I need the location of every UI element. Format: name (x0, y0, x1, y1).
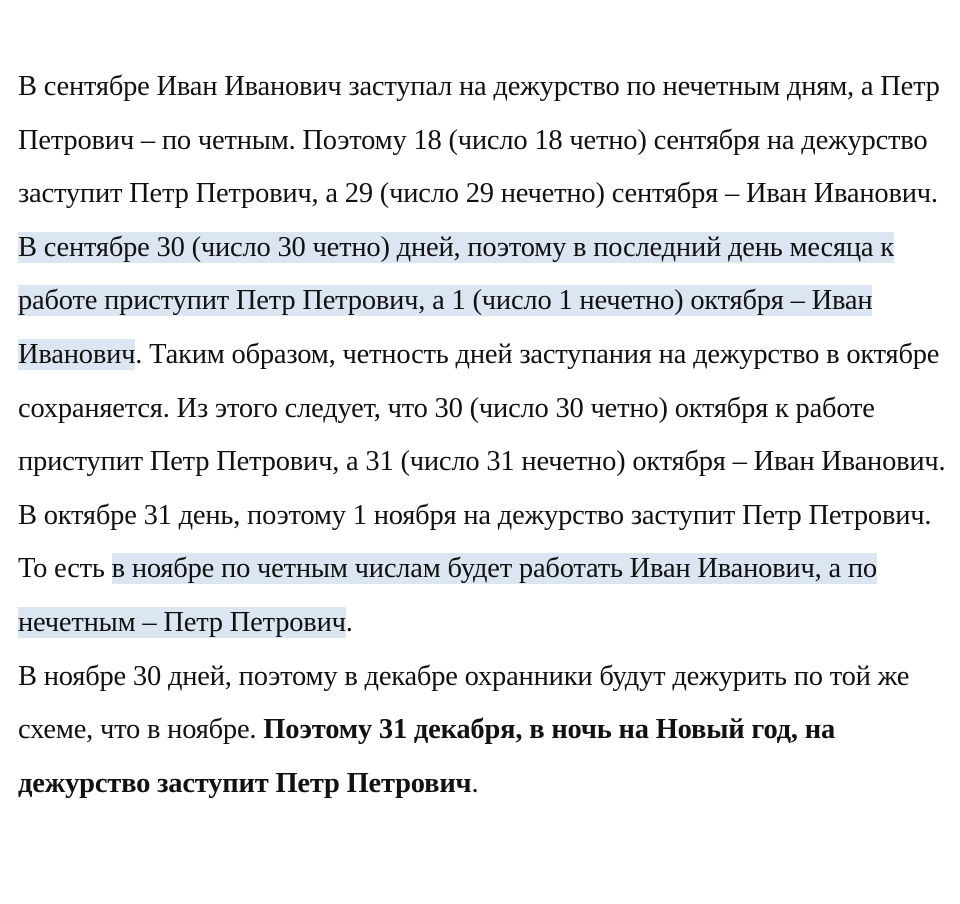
text-segment: . (345, 606, 353, 638)
highlighted-text-segment: В сентябре 30 (число 30 четно) дней, поэтому в последний день месяца к работе приступит Петр Петрович, а 1 (число 1 нечетно) октября – Иван Иванович (18, 231, 894, 370)
paragraph-4 (18, 650, 948, 811)
bold-conclusion-text: Поэтому 31 декабря, в ночь на Новый год, на дежурство заступит Петр Петрович (18, 714, 836, 799)
text-segment: В ноябре 30 дней, поэтому в декабре охранники будут дежурить по той же схеме, что в ноябре. (18, 660, 910, 746)
paragraph-3 (18, 489, 948, 650)
text-segment: . Таким образом, четность дней заступания на дежурство в октябре сохраняется. Из этого следует, что 30 (число 30 четно) октября к работе приступит Петр Петрович, а 31 (число 31 нечетно) октября – Иван Иванович. (18, 338, 946, 478)
document-body (18, 60, 948, 810)
text-segment: . (471, 767, 479, 799)
paragraph-1 (18, 60, 948, 221)
paragraph-2 (18, 221, 948, 489)
text-segment: В октябре 31 день, поэтому 1 ноября на дежурство заступит Петр Петрович. То есть (18, 499, 932, 585)
highlighted-text-segment: в ноябре по четным числам будет работать Иван Иванович, а по нечетным – Петр Петрович (18, 553, 877, 638)
text-segment: В сентябре Иван Иванович заступал на дежурство по нечетным дням, а Петр Петрович – по четным. Поэтому 18 (число 18 четно) сентября на дежурство заступит Петр Петрович, а 29 (число 29 нечетно) сентября – Иван Иванович. (18, 71, 940, 210)
